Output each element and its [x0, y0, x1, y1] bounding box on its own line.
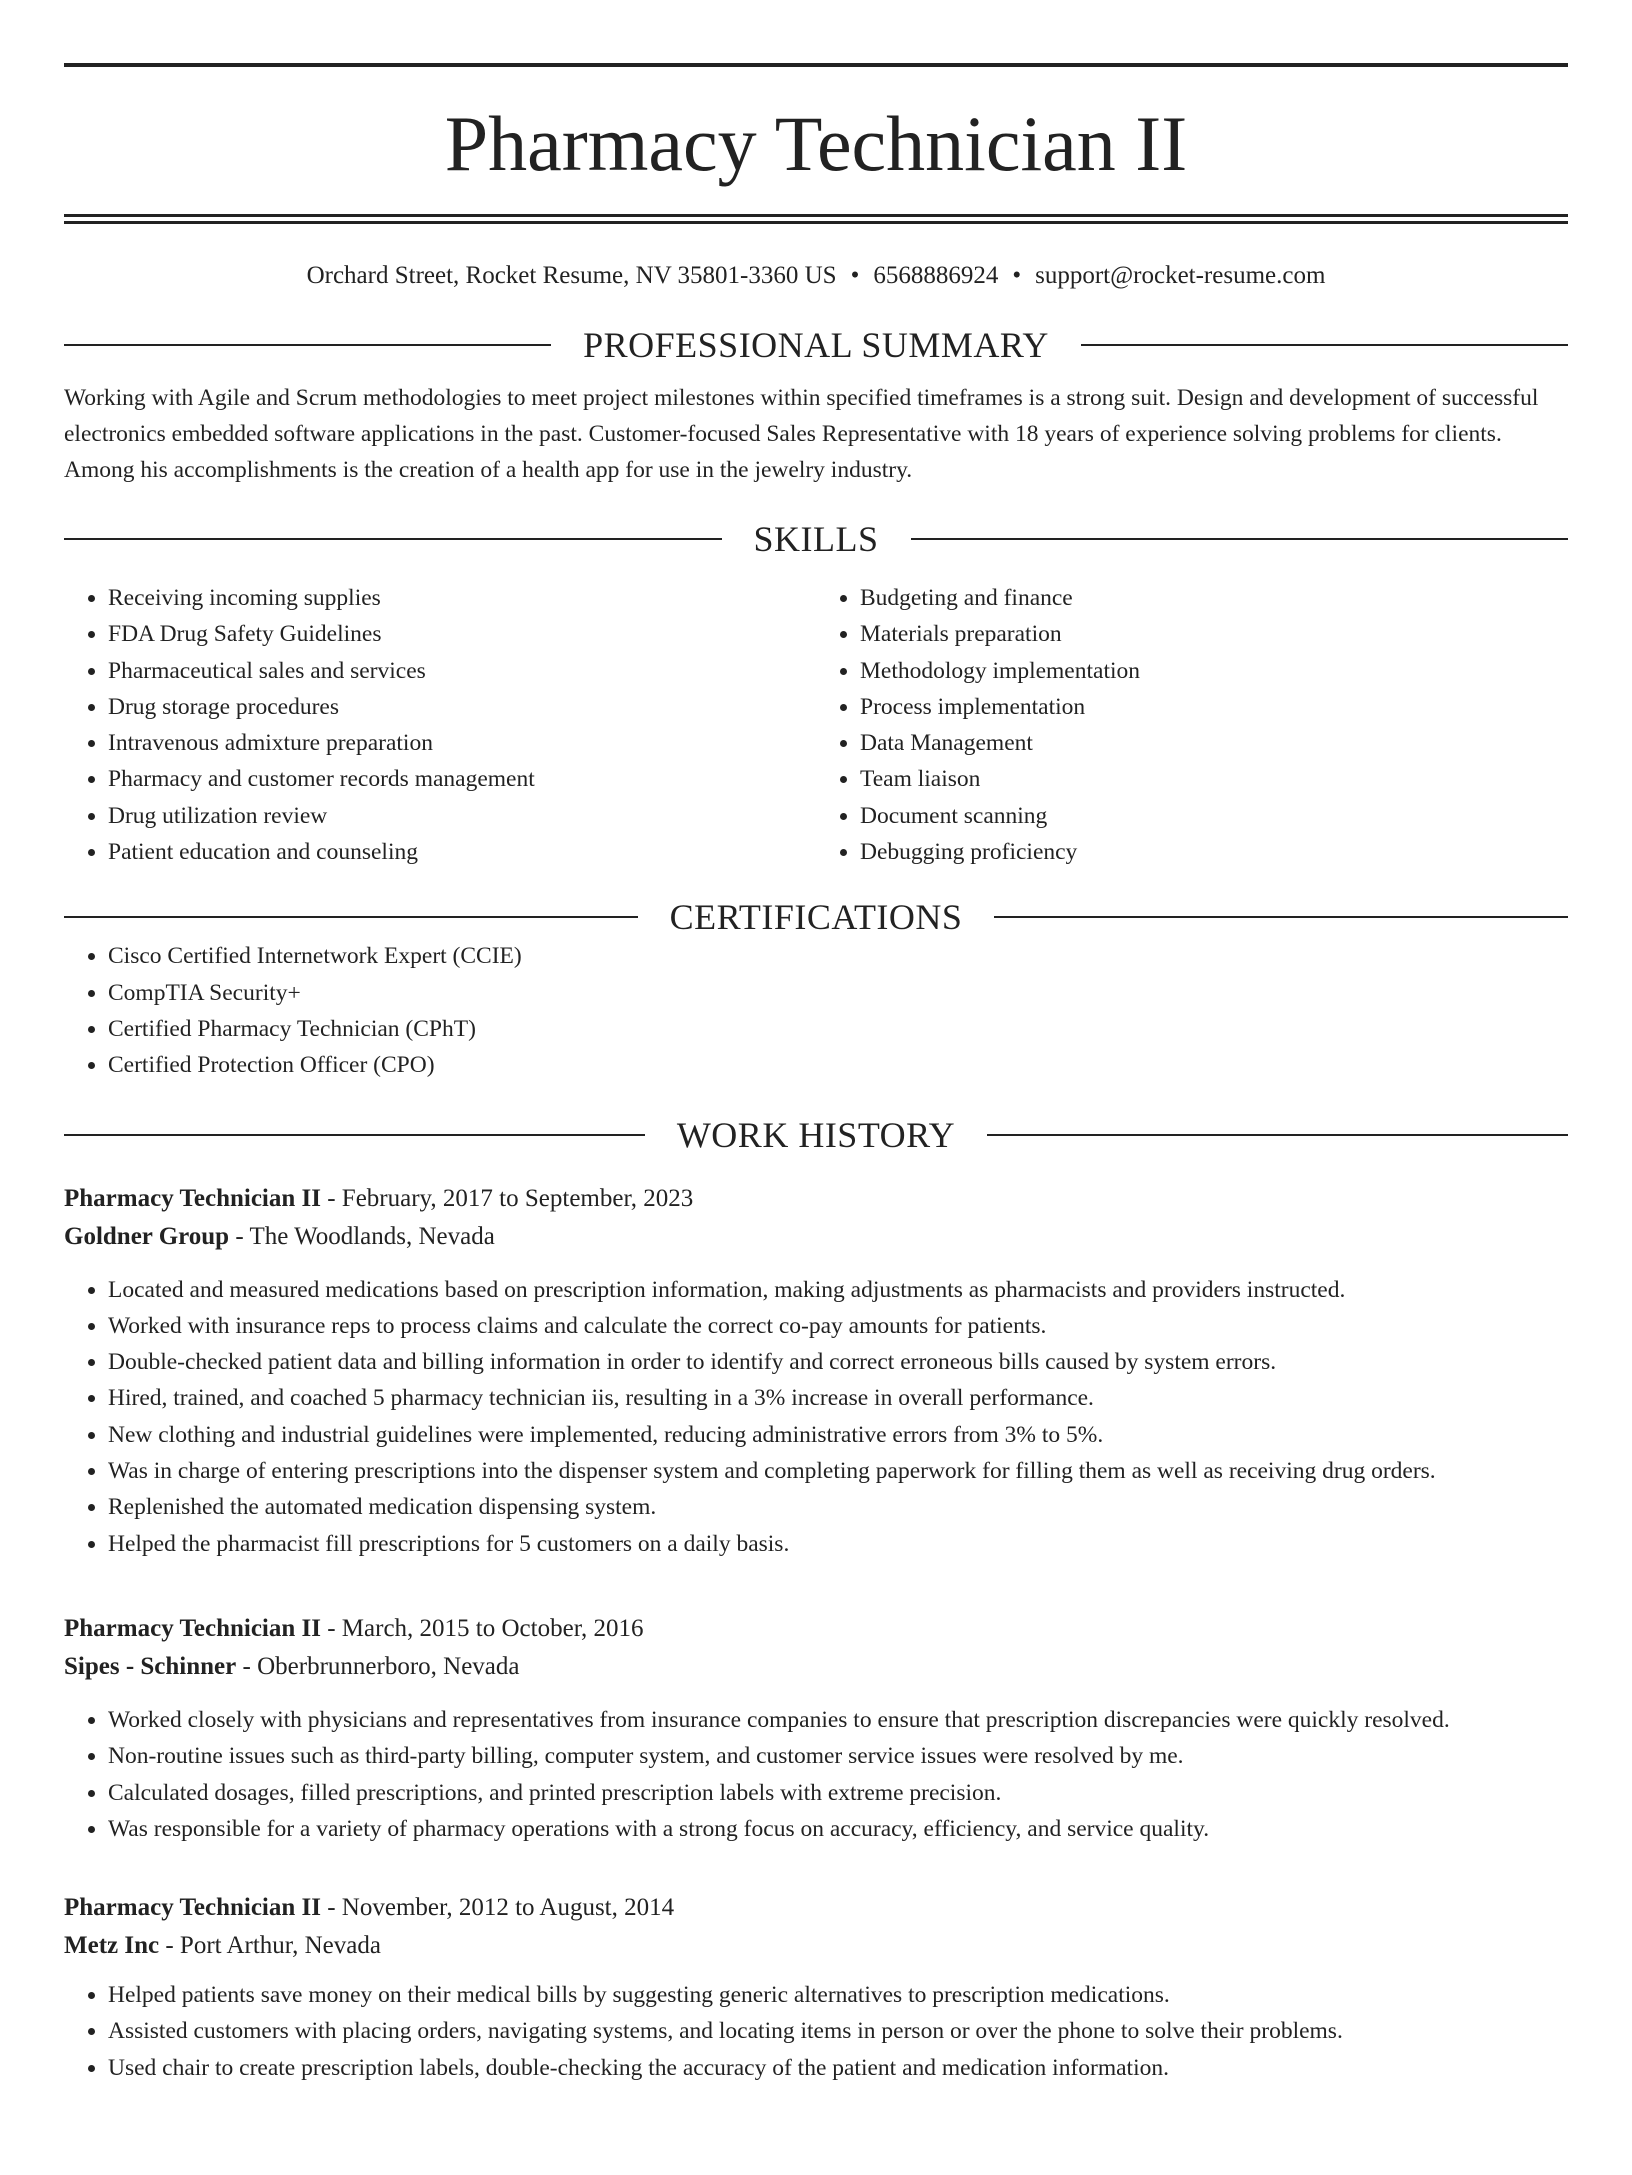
skill-item: • Patient education and counseling	[108, 834, 816, 870]
skill-item: • Drug storage procedures	[108, 689, 816, 725]
title-double-rule	[64, 214, 1568, 224]
certification-item: • Certified Pharmacy Technician (CPhT)	[108, 1011, 1568, 1047]
job-bullet: • Was in charge of entering prescriptions into the dispenser system and completing paperwork for filling them as well as receiving drug orders.	[108, 1453, 1568, 1489]
job-entry	[64, 1610, 1568, 1847]
job-bullet: • Worked closely with physicians and representatives from insurance companies to ensure that prescription discrepancies were quickly resolved.	[108, 1702, 1568, 1738]
contact-separator: •	[1012, 262, 1022, 289]
job-location: - Oberbrunnerboro, Nevada	[236, 1652, 520, 1680]
certification-item: • Certified Protection Officer (CPO)	[108, 1047, 1568, 1083]
job-company: Sipes - Schinner	[64, 1652, 237, 1680]
skill-item: • Intravenous admixture preparation	[108, 725, 816, 761]
heading-rule	[64, 916, 638, 918]
heading-rule	[64, 538, 722, 540]
job-company-line	[64, 1218, 1568, 1256]
heading-rule	[64, 1134, 645, 1136]
skill-item: • Pharmacy and customer records management	[108, 761, 816, 797]
job-company: Metz Inc	[64, 1932, 160, 1960]
contact-separator: •	[850, 262, 860, 289]
job-bullet: • Helped the pharmacist fill prescriptions for 5 customers on a daily basis.	[108, 1526, 1568, 1562]
job-location: - The Woodlands, Nevada	[229, 1222, 495, 1250]
resume-page	[0, 63, 1632, 2175]
job-bullet: • Replenished the automated medication dispensing system.	[108, 1489, 1568, 1525]
job-bullet: • Was responsible for a variety of pharmacy operations with a strong focus on accuracy, efficiency, and service quality.	[108, 1811, 1568, 1847]
skill-item: • Team liaison	[860, 761, 1568, 797]
job-bullets	[64, 1702, 1568, 1847]
heading-rule	[987, 1134, 1568, 1136]
job-bullet: • New clothing and industrial guidelines were implemented, reducing administrative errors from 3% to 5%.	[108, 1417, 1568, 1453]
job-dates: - November, 2012 to August, 2014	[320, 1894, 675, 1922]
job-bullet: • Helped patients save money on their medical bills by suggesting generic alternatives to prescription medications.	[108, 1977, 1568, 2013]
top-rule	[64, 63, 1568, 67]
job-dates: - March, 2015 to October, 2016	[320, 1614, 644, 1642]
job-bullet: • Used chair to create prescription labels, double-checking the accuracy of the patient and medication information.	[108, 2050, 1568, 2086]
contact-email: support@rocket-resume.com	[1035, 262, 1326, 289]
job-location: - Port Arthur, Nevada	[159, 1932, 381, 1960]
certification-item: • Cisco Certified Internetwork Expert (CCIE)	[108, 938, 1568, 974]
job-dates: - February, 2017 to September, 2023	[320, 1184, 694, 1212]
summary-heading-text: PROFESSIONAL SUMMARY	[583, 325, 1049, 365]
job-title: Pharmacy Technician II	[64, 1894, 321, 1922]
heading-rule	[911, 538, 1569, 540]
skills-columns	[64, 580, 1568, 870]
skills-list-left	[64, 580, 816, 870]
job-company-line	[64, 1648, 1568, 1686]
skill-item: • Drug utilization review	[108, 798, 816, 834]
summary-heading	[64, 324, 1568, 366]
summary-text: Working with Agile and Scrum methodologies to meet project milestones within specified timeframes is a strong suit. Design and development of successful electronics embedded software applications in the past. Customer-focused Sales Representative with 18 years of experience solving problems for clients. Among his accomplishments is the creation of a health app for use in the jewelry industry.	[64, 385, 1539, 483]
work-history-heading	[64, 1114, 1568, 1156]
job-bullet: • Non-routine issues such as third-party billing, computer system, and customer service issues were resolved by me.	[108, 1738, 1568, 1774]
certifications-heading	[64, 896, 1568, 938]
job-bullet: • Calculated dosages, filled prescriptions, and printed prescription labels with extreme precision.	[108, 1775, 1568, 1811]
job-company: Goldner Group	[64, 1222, 230, 1250]
job-company-line	[64, 1927, 1568, 1965]
work-history-heading-text: WORK HISTORY	[676, 1114, 956, 1155]
skill-item: • Debugging proficiency	[860, 834, 1568, 870]
job-entry	[64, 1180, 1568, 1562]
contact-phone: 6568886924	[873, 262, 999, 289]
job-entry	[64, 1889, 1568, 2086]
job-bullet: • Located and measured medications based on prescription information, making adjustments as pharmacists and providers instructed.	[108, 1272, 1568, 1308]
skills-heading	[64, 518, 1568, 560]
skill-item: • Pharmaceutical sales and services	[108, 653, 816, 689]
skill-item: • Budgeting and finance	[860, 580, 1568, 616]
job-bullets	[64, 1977, 1568, 2086]
job-title: Pharmacy Technician II	[64, 1184, 321, 1212]
resume-title: Pharmacy Technician II	[444, 100, 1188, 187]
job-bullets	[64, 1272, 1568, 1562]
skill-item: • Document scanning	[860, 798, 1568, 834]
job-title-line	[64, 1610, 1568, 1648]
skill-item: • Data Management	[860, 725, 1568, 761]
contact-line	[64, 262, 1568, 290]
skill-item: • Process implementation	[860, 689, 1568, 725]
skills-heading-text: SKILLS	[753, 519, 879, 559]
job-bullet: • Assisted customers with placing orders, navigating systems, and locating items in person or over the phone to solve their problems.	[108, 2013, 1568, 2049]
heading-rule	[1081, 344, 1568, 346]
job-title-line	[64, 1180, 1568, 1218]
skill-item: • Materials preparation	[860, 616, 1568, 652]
job-title: Pharmacy Technician II	[64, 1614, 321, 1642]
certifications-list	[64, 938, 1568, 1083]
job-bullet: • Double-checked patient data and billing information in order to identify and correct erroneous bills caused by system errors.	[108, 1344, 1568, 1380]
skill-item: • FDA Drug Safety Guidelines	[108, 616, 816, 652]
heading-rule	[64, 344, 551, 346]
job-bullet: • Worked with insurance reps to process claims and calculate the correct co-pay amounts for patients.	[108, 1308, 1568, 1344]
job-title-line	[64, 1889, 1568, 1927]
skill-item: • Receiving incoming supplies	[108, 580, 816, 616]
job-bullet: • Hired, trained, and coached 5 pharmacy technician iis, resulting in a 3% increase in overall performance.	[108, 1380, 1568, 1416]
skills-list-right	[816, 580, 1568, 870]
heading-rule	[994, 916, 1568, 918]
certifications-heading-text: CERTIFICATIONS	[669, 897, 963, 938]
skill-item: • Methodology implementation	[860, 653, 1568, 689]
certification-item: • CompTIA Security+	[108, 975, 1568, 1011]
contact-address: Orchard Street, Rocket Resume, NV 35801-3360 US	[306, 262, 837, 289]
